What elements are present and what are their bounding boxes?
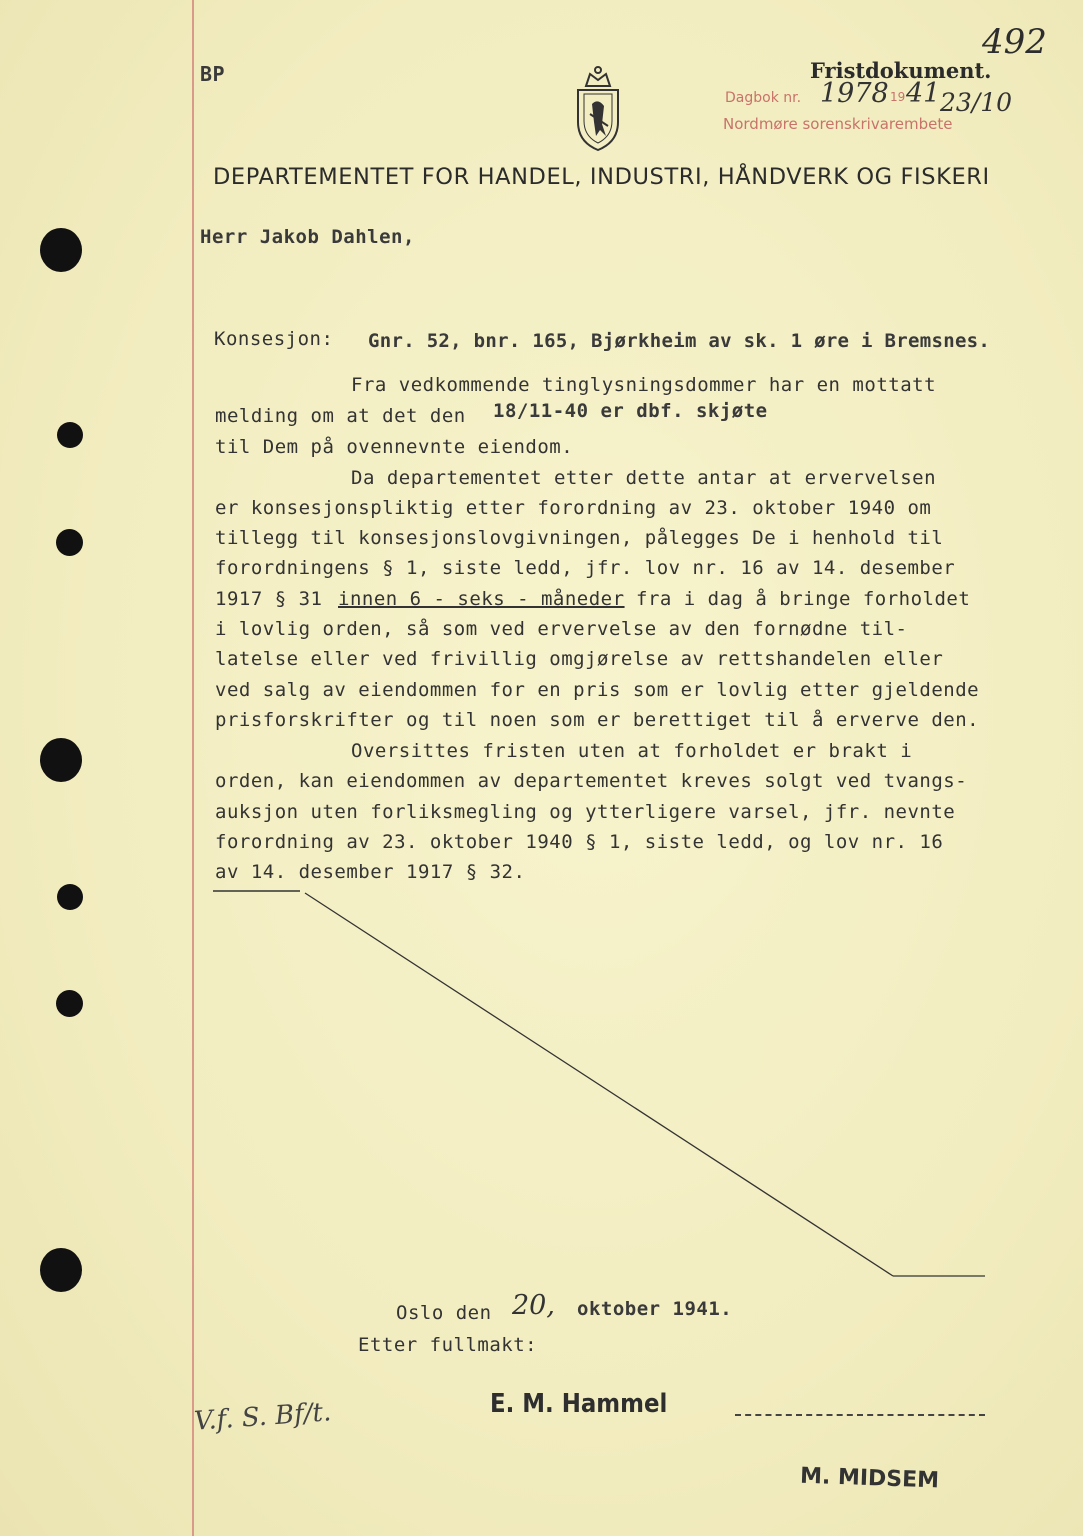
body-line: orden, kan eiendommen av departementet kreves solgt ved tvangs- — [215, 770, 968, 792]
body-line: til Dem på ovennevnte eiendom. — [215, 436, 574, 458]
deadline-text: innen 6 - seks - måneder — [338, 588, 625, 610]
body-line: 1917 § 31 — [215, 588, 323, 610]
subject-value: Gnr. 52, bnr. 165, Bjørkheim av sk. 1 øre i Bremsnes. — [368, 330, 991, 352]
initials-bp: BP — [200, 62, 226, 86]
subject-label: Konsesjon: — [214, 328, 334, 350]
body-line: i lovlig orden, så som ved ervervelse av den fornødne til- — [215, 618, 908, 640]
signature-line — [735, 1414, 985, 1416]
body-line: er konsesjonspliktig etter forordning av 23. oktober 1940 om — [215, 497, 932, 519]
folio-number: 492 — [982, 22, 1047, 62]
body-line: prisforskrifter og til noen som er berettiget til å erverve den. — [215, 709, 980, 731]
body-line: melding om at det den — [215, 405, 466, 427]
deed-date: 18/11-40 er dbf. skjøte — [493, 400, 768, 422]
oslo-label: Oslo den — [396, 1302, 492, 1324]
dagbok-date: 23/10 — [940, 88, 1013, 117]
date-rest: oktober 1941. — [577, 1298, 733, 1320]
body-line: Oversittes fristen uten at forholdet er brakt i — [351, 740, 913, 762]
body-line: av 14. desember 1917 § 32. — [215, 861, 526, 883]
date-day: 20, — [512, 1290, 555, 1321]
body-line: ved salg av eiendommen for en pris som er lovlig etter gjeldende — [215, 679, 980, 701]
dagbok-year-prefix: 19 — [890, 90, 906, 104]
dagbok-year: 41 — [906, 78, 941, 109]
body-line: auksjon uten forliksmegling og ytterligere varsel, jfr. nevnte — [215, 801, 956, 823]
addressee: Herr Jakob Dahlen, — [200, 226, 415, 248]
body-line: Da departementet etter dette antar at ervervelsen — [351, 467, 937, 489]
dagbok-number: 1978 — [820, 78, 889, 109]
body-line: Fra vedkommende tinglysningsdommer har en mottatt — [351, 374, 937, 396]
fullmakt-label: Etter fullmakt: — [358, 1334, 538, 1356]
body-line: fra i dag å bringe forholdet — [636, 588, 971, 610]
stamp-office: Nordmøre sorenskrivarembete — [723, 115, 953, 133]
body-line: latelse eller ved frivillig omgjørelse av rettshandelen eller — [215, 648, 944, 670]
initials-handwritten: V.f. S. Bf/t. — [193, 1397, 333, 1437]
second-signer: M. MIDSEM — [799, 1463, 940, 1494]
signature-stamp: E. M. Hammel — [490, 1389, 668, 1419]
body-line: forordningens § 1, siste ledd, jfr. lov nr. 16 av 14. desember — [215, 557, 956, 579]
body-line: tillegg til konsesjonslovgivningen, pålegges De i henhold til — [215, 527, 944, 549]
fristdokument-label: Fristdokument. — [810, 58, 992, 83]
dagbok-stamp-label: Dagbok nr. — [725, 90, 802, 106]
body-line: forordning av 23. oktober 1940 § 1, siste ledd, og lov nr. 16 — [215, 831, 944, 853]
department-heading: DEPARTEMENTET FOR HANDEL, INDUSTRI, HÅNDVERK OG FISKERI — [213, 164, 990, 190]
